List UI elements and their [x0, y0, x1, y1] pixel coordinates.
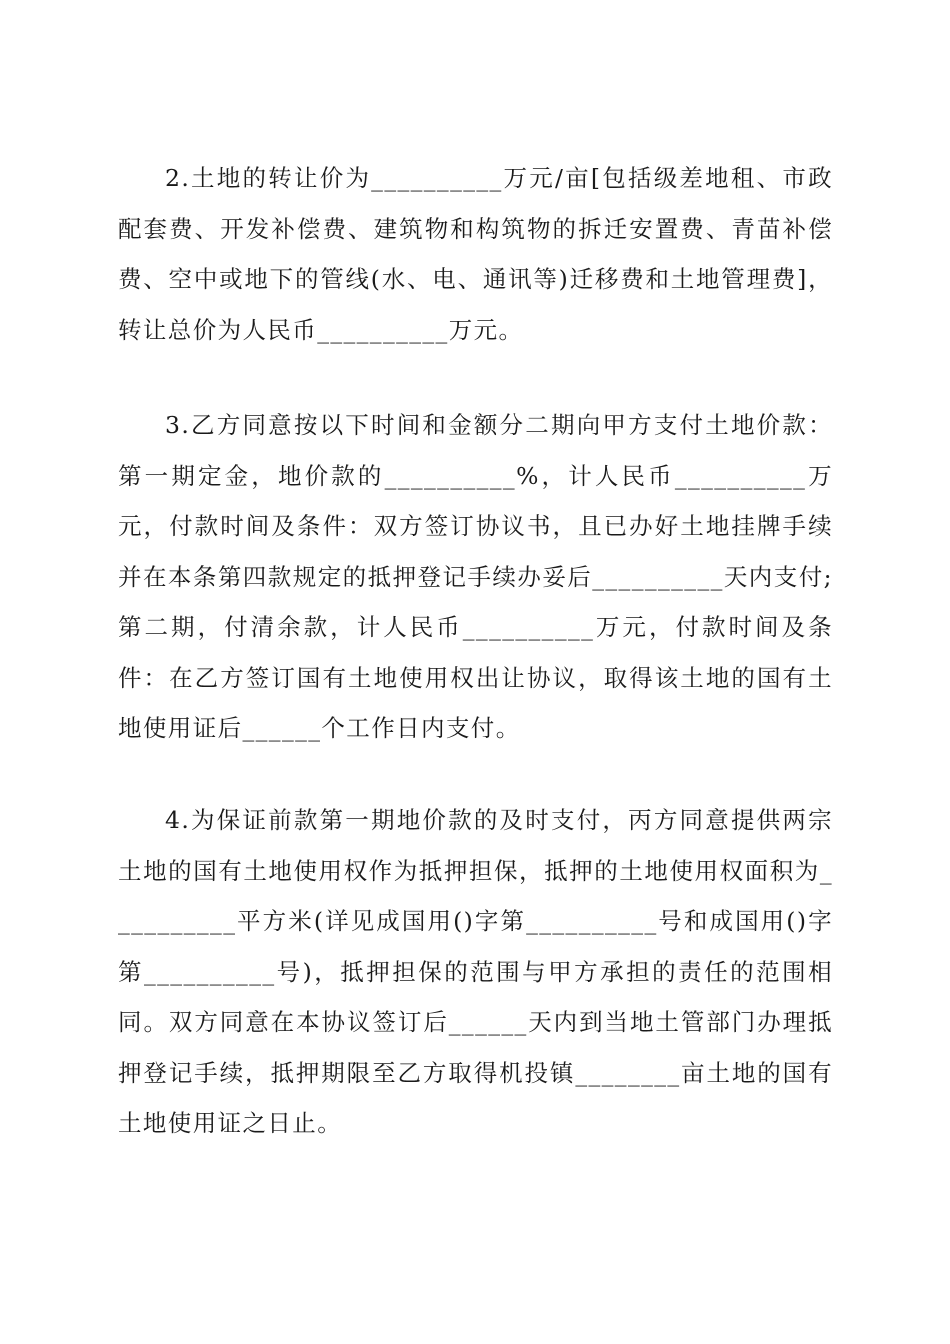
clause-2-transfer-price: 2.土地的转让价为__________万元/亩[包括级差地租、市政配套费、开发补偿费、建筑物和构筑物的拆迁安置费、青苗补偿费、空中或地下的管线(水、电、通讯等)迁移费和土地管理费]，转让总价为人民币__________万元。	[118, 164, 833, 344]
clause-4-mortgage-guarantee: 4.为保证前款第一期地价款的及时支付，丙方同意提供两宗土地的国有土地使用权作为抵押担保，抵押的土地使用权面积为__________平方米(详见成国用()字第__________号和成国用()字第__________号)，抵押担保的范围与甲方承担的责任的范围相同。双方同意在本协议签订后______天内到当地土管部门办理抵押登记手续，抵押期限至乙方取得机投镇________亩土地的国有土地使用证之日止。	[118, 806, 833, 1137]
clause-3-payment-schedule: 3.乙方同意按以下时间和金额分二期向甲方支付土地价款：第一期定金，地价款的__________%，计人民币__________万元，付款时间及条件：双方签订协议书，且已办好土地挂牌手续并在本条第四款规定的抵押登记手续办妥后__________天内支付;第二期，付清余款，计人民币__________万元，付款时间及条件：在乙方签订国有土地使用权出让协议，取得该土地的国有土地使用证后______个工作日内支付。	[118, 411, 833, 742]
